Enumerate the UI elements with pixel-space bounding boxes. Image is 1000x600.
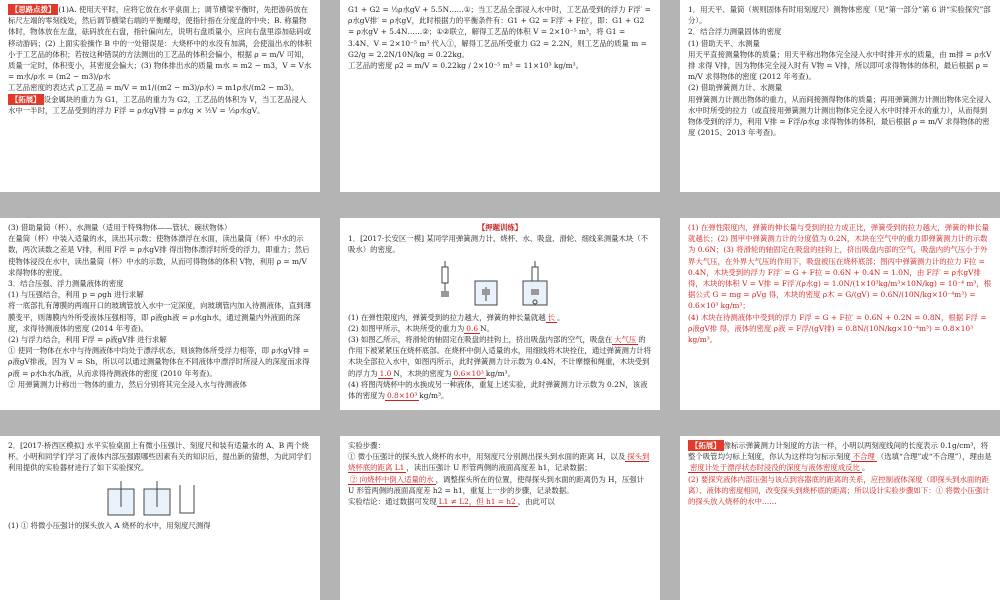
answer-3-text: (3) 如图乙所示，将滑轮的轴固定在吸盘的挂钩上，挤出吸盘内部的空气，吸盘在	[348, 335, 613, 345]
solid-density-item: 1．用天平、量筒（规则固体有时用刻度尺）测物体密度（见“第一部分”第 6 讲“实验探究”部分）。	[688, 5, 991, 26]
solution-text-1: (1) 在弹性限度内，弹簧的伸长量与受到的拉力成正比，弹簧受到的拉力越大，弹簧的伸长量就越长；(2) 图甲中弹簧测力计的分度值为 0.2N，木块在空气中的重力即弹簧测力计的示数为 0.6N；(3) 将滑轮的轴固定在吸盘的挂钩上，挤出吸盘内部的空气，吸盘内的气压小于外界大气压，在外界大气压的作用下，吸盘被压在烧杯底部；图丙中弹簧测力计的拉力 F拉 = 0.4N，木块受到的浮力 F浮′ = G + F拉 = 0.6N + 0.4N = 1.0N，由 F浮′ = ρ水gV排 得，木块的体积 V = V排 = F浮′/(ρ水g) = 1.0N/(1×10³kg/m³×10N/kg) = 10⁻⁴ m³，根据公式 G = mg = ρVg 得，木块的密度 ρ木 = G/(gV) = 0.6N/(10N/kg×10⁻⁴m³) = 0.6×10³ kg/m³；	[688, 223, 992, 311]
liquid-density-item: ① 使同一物体在水中与待测液体中均处于漂浮状态，则该物体所受浮力相等，即 ρ水gV排 = ρ液gV排液，因为 V = Sh，所以可以通过测量物体在不同液体中漂浮时所浸入的深度而求得 ρ液 = ρ水h水/h液，从而求得待测液体的密度 (2010 年考查)。	[8, 346, 310, 378]
calc-text-2: 工艺品的密度 ρ2 = m/V = 0.22kg / 2×10⁻⁵ m³ = 11×10³ kg/m³。	[348, 61, 583, 71]
solid-density-item: 用天平直接测量物体的质量；用天平称出物体完全浸入水中时排开水的质量，由 m排 = ρ水V排 求得 V排，因为物体完全浸入时有 V物 = V排，所以即可求得物体的体积，最后根据 ρ = m/V 求得物体的密度 (2012 年考查)。	[688, 49, 992, 82]
liquid-density-item: ② 用弹簧测力计称出一物体的重力，然后分别将其完全浸入水与待测液体	[8, 379, 247, 389]
solid-density-item: 用弹簧测力计测出物体的重力，从而间接测得物体的质量；再用弹簧测力计测出物体完全浸入水中时所受的拉力（或直接用弹簧测力计测出物体完全浸入水中时排开水的重力），从而得到物体受到的浮力，利用 V排 = F浮/ρ水g 求得物体的体积，最后根据 ρ = m/V 求得物体的密度 (2015、2013 年考查)。	[688, 94, 992, 138]
calc-text-1: G1 + G2 = ½ρ水gV + 5.5N……①；当工艺品全部浸入水中时，工艺品受到的浮力 F浮′ = ρ水gV排′ = ρ水gV，此时根据力的平衡条件有：G1 + G2 = F浮′ + F拉′，即：G1 + G2 = ρ水gV + 5.4N……②；①②联立，解得工艺品的体积 V = 2×10⁻⁵ m³，将 G1 = 3.4N、V = 2×10⁻⁵ m³ 代入①，解得工艺品所受重力 G2 = 2.2N，则工艺品的质量 m = G2/g = 2.2N/10N/kg = 0.22kg。	[348, 5, 651, 59]
step-1-blank: 探头到烧杯底的距离 L1	[348, 452, 650, 473]
liquid-density-item: (3) 借助量筒（杯）、水测量（适用于特殊物体——管状、碗状物体）	[8, 223, 232, 232]
answer-2-text: (2) 如图甲所示，木块所受的重力为	[348, 323, 465, 333]
question-2-bottom: (1) ① 将微小压强计的探头放入 A 烧杯的水中，用刻度尺测得	[8, 520, 211, 530]
apparatus-illustration	[425, 259, 575, 309]
answer-2-blank: 0.6	[466, 323, 479, 333]
hint-text-1: (1)A. 使用天平时，应将它放在水平桌面上；调节横梁平衡时，先把游码放在标尺左端的零刻线处，然后调节横梁右端的平衡螺母，使指针指在分度盘的中央；B. 称量物体时，物体放在左盘，砝码放在右盘，指针偏向左，说明右盘质量小，应向右盘里添加砝码或移动游码；(2) 上面实验操作 B 中的一处错误是：大烧杯中的水没有加满，会使溢出水的体积小于工艺品的体积；若按这种错误的方法测出的工艺品的体积会偏小，根据 ρ = m/V 可知，质量一定时，体积变小，其密度会偏大；(3) 物体排出水的质量 m水 = m2 − m3，V = V水 = m水/ρ水 = (m2 − m3)/ρ水	[8, 5, 312, 82]
hint-text-2: 工艺品密度的表达式 ρ工艺品 = m/V = m1/((m2 − m3)/ρ水) = m1ρ水/(m2 − m3)。	[8, 83, 299, 93]
expansion-text: 像标示弹簧测力计刻度的方法一样，小明以两刻度线间的长度表示 0.1g/cm³，将整个吸管均匀标上刻度，你认为这样均匀标示刻度	[688, 441, 989, 462]
liquid-density-item: (1) 与压强结合，利用 p = ρgh 进行求解	[8, 290, 144, 300]
expand-tag: 【拓展】	[8, 94, 44, 105]
conclusion-blank: L1 ≠ L2，但 h1 = h2	[438, 497, 516, 507]
answer-1-text: (1) 在弹性限度内，弹簧受到的拉力越大，弹簧的伸长量就越	[348, 312, 546, 322]
answer-3-mid: 的作用下被紧紧压在烧杯底部。在烧杯中倒入适量的水，用细线将木块拴住，通过弹簧测力计将木块全部拉入水中，如图丙所示，此时弹簧测力计示数为 0.4N，不计摩擦和绳重，木块受到的浮力为	[348, 335, 652, 378]
solid-density-item: 2．结合浮力测量固体的密度	[688, 27, 782, 37]
slide-6-solution	[680, 218, 1000, 410]
answer-3-mid-2: N，木块的密度为	[393, 368, 452, 378]
question-2-stem: 2．[2017·桥西区模拟] 水平实验桌面上有微小压强计、刻度尺和装有适量水的 A、B 两个烧杯。小明和同学们学习了液体内部压强跟哪些因素有关的知识后，提出新的猜想，为此同学们利用提供的实验器材进行了如下实验探究。	[8, 441, 312, 473]
spring-scale-figure	[348, 259, 652, 309]
step-2-blank: ② 向烧杯中倒入适量的水	[350, 474, 434, 484]
expansion-blank-2: 密度计处于漂浮状态时浸没的深度与液体密度成反比	[690, 463, 860, 473]
beakers-illustration	[98, 477, 208, 517]
slide-9-expansion: 【拓展】 像标示弹簧测力计刻度的方法一样，小明以两刻度线间的长度表示 0.1g/cm³，将整个吸管均匀标上刻度，你认为这样均匀标示刻度 不合理 （选填“合理”或“不合理”），理由是密度计处于漂浮状态时浸没的深度与液体密度成反比 。 (2) 要探究液体内部压强与该点到容器底的距离的关系，应控制液体深度（即探头到水面的距离）、液体的密度相同，改变探头到烧杯底的距离；所以设计实验步骤如下：① 将微小压强计的探头放入烧杯的水中……	[680, 436, 1000, 600]
step-2-text: ，调整探头所在的位置，使得探头到水面的距离仍为 H，压强计 U 形管两侧的液面高度差 h2 = h1，重复上一步的步骤，记录数据。	[348, 474, 645, 495]
expansion-text-2: （选填“合理”或“不合理”），理由是	[876, 452, 992, 462]
answer-3-blank-2: 1.0	[379, 368, 392, 378]
slide-8-experiment-steps	[340, 436, 660, 600]
slide-1-thinking-hint	[0, 0, 320, 192]
step-1-text-2: ，读出压强计 U 形管两侧的液面高度差 h1，记录数据；	[406, 463, 592, 473]
conclusion-text: 实验结论：通过数据可发现	[348, 497, 437, 507]
slide-7-question-2	[0, 436, 320, 600]
answer-1-blank: 长	[547, 312, 555, 322]
answer-4-blank: 0.8×10³	[386, 391, 418, 401]
step-1-text: ① 微小压强计的探头放入烧杯的水中，用刻度尺分别测出探头到水面的距离 H，以及	[348, 452, 626, 462]
liquid-density-item: 3．结合压强、浮力测量液体的密度	[8, 279, 124, 289]
solution-text-2: (4) 木块在待测液体中受到的浮力 F浮 = G + F拉′ = 0.6N + 0.2N = 0.8N，根据 F浮 = ρ液gV排 得，液体的密度 ρ液 = F浮/(gV排) = 0.8N/(10N/kg×10⁻⁴m³) = 0.8×10³ kg/m³。	[688, 312, 987, 345]
answer-2-unit: N。	[480, 323, 494, 333]
answer-4-text: (4) 将图丙烧杯中的水换成另一种液体，重复上述实验，此时弹簧测力计示数为 0.2N，该液体的密度为	[348, 379, 648, 401]
solid-density-item: (1) 借助天平、水测量	[688, 38, 760, 48]
slide-3-solid-density	[680, 0, 1000, 192]
solid-density-item: (2) 借助弹簧测力计、水测量	[688, 83, 783, 93]
liquid-density-item: 在量筒（杯）中装入适量的水，读出其示数；使物体漂浮在水面，读出量筒（杯）中水的示数，两次读数之差是 V排，利用 F浮 = ρ水gV排 得出物体漂浮时所受的浮力，即重力；然后使物体浸没在水中，读出量筒（杯）中水的示数，从而可得物体的体积 V物，利用 ρ = m/V 求得物体的密度。	[8, 234, 310, 277]
hint-tag: 【思路点拨】	[8, 4, 58, 15]
conclusion-text-2: ，由此可以	[517, 497, 555, 507]
liquid-density-item: 将一底部扎有薄膜的两端开口的玻璃管放入水中一定深度，向玻璃管内加入待测液体，直到薄膜变平，则薄膜内外所受液体压强相等，即 ρ液gh液 = ρ水gh水，通过测量内外液面的深度，求得待测液体的密度 (2014 年考查)。	[8, 301, 312, 333]
answer-3-blank-3: 0.6×10³	[453, 368, 484, 378]
practice-title: 【押题训练】	[477, 223, 523, 232]
expansion-tag: 【拓展】	[688, 440, 724, 451]
answer-3-blank-1: 大气压	[614, 335, 637, 345]
answer-3-unit: kg/m³。	[485, 368, 515, 378]
answer-4-unit: kg/m³。	[419, 391, 449, 401]
slide-5-practice-q1: 【押题训练】 1．[2017·长安区一模] 某同学用弹簧测力计、烧杯、水、吸盘、滑轮、细线来测量木块（不吸水）的密度。 (1) 在弹性限度内，弹簧受到的拉力越大，弹簧的伸长量就越 长 。 (2) 如图甲所示，木块所受的重力为 0.6 N。 (3) 如图乙所示，将滑轮的轴固定在吸盘的挂钩上，挤出吸盘内部的空气，吸盘在 大气压 的作用下被紧紧压在烧杯底部。在烧杯中倒入适量的水，用细线将木块拴住，通过弹簧测力计将木块全部拉入水中，如图丙所示，此时弹簧测力计示数为 0.4N，不计摩擦和绳重，木块受到的浮力为 1.0 N，木块的密度为 0.6×10³ kg/m³。 (4) 将图丙烧杯中的水换成另一种液体，重复上述实验，此时弹簧测力计示数为 0.2N，该液体的密度为 0.8×10³ kg/m³。	[340, 218, 660, 410]
pressure-gauge-figure	[8, 477, 312, 517]
steps-heading: 实验步骤：	[348, 441, 385, 450]
question-1-stem: 1．[2017·长安区一模] 某同学用弹簧测力计、烧杯、水、吸盘、滑轮、细线来测量木块（不吸水）的密度。	[348, 234, 649, 255]
slide-2-calculation	[340, 0, 660, 192]
slide-4-liquid-density	[0, 218, 320, 410]
expansion-blank-1: 不合理	[852, 452, 875, 462]
liquid-density-item: (2) 与浮力结合，利用 F浮 = ρ液gV排 进行求解	[8, 335, 167, 345]
expand-text: 设金属块的重力为 G1，工艺品的重力为 G2，工艺品的体积为 V，当工艺品浸入水中一半时，工艺品受到的浮力 F浮 = ρ水gV排 = ρ水g × ½V = ½ρ水gV。	[8, 94, 307, 115]
expansion-solution: (2) 要探究液体内部压强与该点到容器底的距离的关系，应控制液体深度（即探头到水面的距离）、液体的密度相同，改变探头到烧杯底的距离；所以设计实验步骤如下：① 将微小压强计的探头放入烧杯的水中……	[688, 474, 990, 507]
